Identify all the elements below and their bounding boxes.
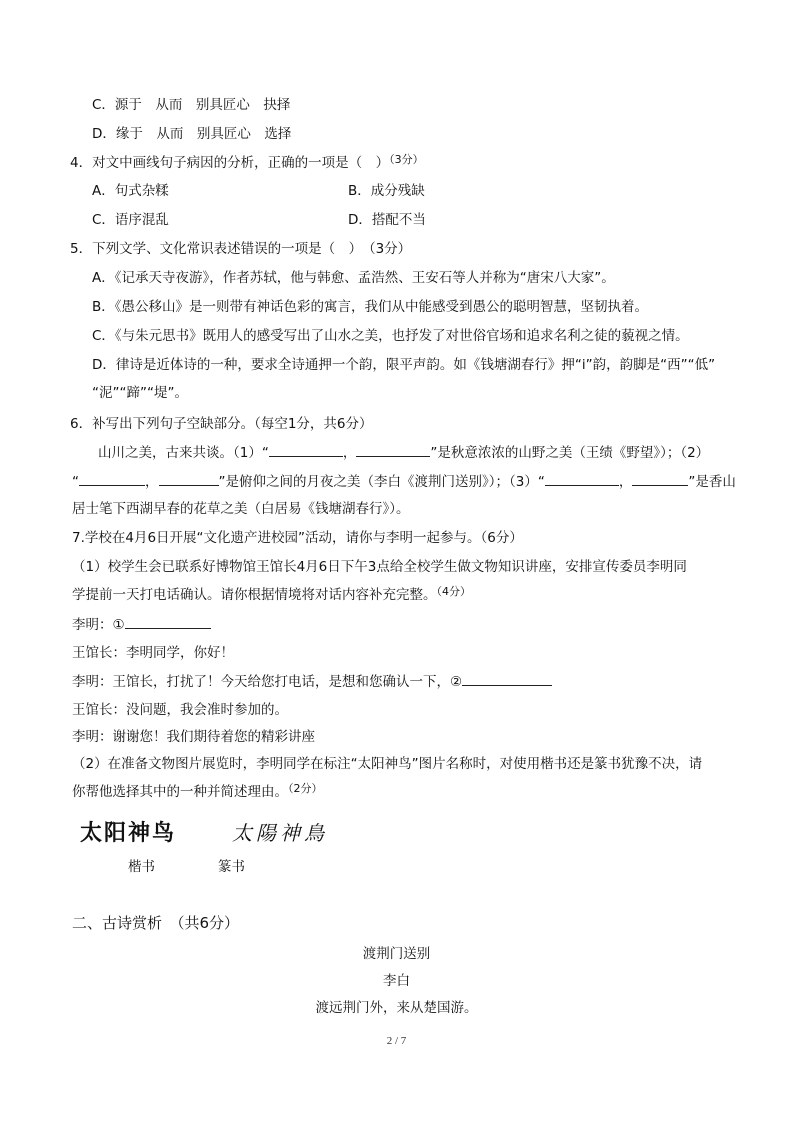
answer-blank[interactable] [269, 442, 343, 457]
q6-line3: 居士笔下西湖早春的花草之美（白居易《钱塘湖春行》）。 [72, 501, 410, 517]
poem-title: 渡荆门送别 [362, 946, 431, 962]
q3-option-c: C．源于 从而 别具匠心 抉择 [92, 97, 291, 113]
dialogue-text: 李明：王馆长，打扰了！今天给您打电话，是想和您确认一下，② [72, 674, 463, 690]
q4-stem-text: 4．对文中画线句子病因的分析，正确的一项是（ ） [70, 155, 390, 171]
answer-blank[interactable] [356, 442, 430, 457]
q6-line2 [72, 471, 736, 492]
q6-line2-part-d: ， [618, 474, 633, 490]
q7-part1-line2 [72, 585, 471, 606]
answer-blank[interactable] [125, 614, 211, 629]
q6-line2-part-e: ”是香山 [688, 474, 736, 490]
q7-part1-line1: （1）校学生会已联系好博物馆王馆长4月6日下午3点给全校学生做文物知识讲座，安排宣传委员李明同 [72, 559, 687, 575]
q7-stem: 7.学校在4月6日开展“文化遗产进校园”活动，请你与李明一起参与。（6分） [72, 530, 523, 546]
answer-blank[interactable] [159, 471, 219, 486]
q4-option-d: D．搭配不当 [348, 212, 426, 228]
q7-part2-line2-text: 你帮他选择其中的一种并简述理由。 [72, 784, 288, 800]
q5-stem: 5．下列文学、文化常识表述错误的一项是（ ） （3分） [70, 241, 412, 257]
poem-author: 李白 [383, 973, 410, 989]
q6-stem: 6．补写出下列句子空缺部分。（每空1分，共6分） [70, 416, 373, 432]
q4-option-a: A．句式杂糅 [92, 183, 169, 199]
kaishu-label: 楷书 [128, 859, 155, 875]
q5-option-d-line2: “泥”“蹄”“堤”。 [92, 385, 188, 401]
kaishu-sample: 太阳神鸟 [80, 820, 177, 846]
answer-blank[interactable] [79, 471, 145, 486]
q5-option-a: A．《记承天寺夜游》，作者苏轼，他与韩愈、孟浩然、王安石等人并称为“唐宋八大家”。 [92, 270, 615, 286]
q6-line2-part-a: “ [72, 474, 79, 490]
dialogue-line-3 [72, 671, 552, 692]
q7-part1-score: （4分） [436, 585, 471, 598]
q4-score: （3分） [389, 153, 424, 166]
dialogue-line-5: 李明：谢谢您！我们期待着您的精彩讲座 [72, 729, 315, 745]
q7-part1-line2-text: 学提前一天打电话确认。请你根据情境将对话内容补充完整。 [72, 587, 437, 603]
q5-option-d-line1: D．律诗是近体诗的一种，要求全诗通押一个韵，限平声韵。如《钱塘湖春行》押“i”韵，韵脚是“西”“低” [92, 357, 716, 373]
q4-stem [70, 153, 424, 174]
q4-option-c: C．语序混乱 [92, 212, 169, 228]
answer-blank[interactable] [462, 671, 552, 686]
q7-part2-line1: （2）在准备文物图片展览时，李明同学在标注“太阳神鸟”图片名称时，对使用楷书还是篆书犹豫不决，请 [72, 756, 703, 772]
page-number: 2 / 7 [386, 1035, 407, 1047]
dialogue-text: 李明：① [72, 617, 125, 633]
dialogue-line-2: 王馆长：李明同学，你好！ [72, 645, 234, 661]
q4-option-b: B．成分残缺 [348, 183, 425, 199]
q5-option-c: C．《与朱元思书》既用人的感受写出了山水之美，也抒发了对世俗官场和追求名利之徒的藐视之情。 [92, 328, 689, 344]
dialogue-line-4: 王馆长：没问题，我会准时参加的。 [72, 702, 288, 718]
q5-option-b: B．《愚公移山》是一则带有神话色彩的寓言，我们从中能感受到愚公的聪明智慧，坚韧执着。 [92, 299, 649, 315]
poem-line-1: 渡远荆门外，来从楚国游。 [315, 1000, 478, 1016]
q3-option-d: D．缘于 从而 别具匠心 选择 [92, 126, 292, 142]
zhuanshu-sample: 太陽神鳥 [232, 821, 328, 845]
zhuanshu-label: 篆书 [218, 859, 245, 875]
q6-line1-part-c: ”是秋意浓浓的山野之美（王绩《野望》）；（2） [430, 445, 710, 461]
answer-blank[interactable] [632, 471, 688, 486]
q6-line1-part-a: 山川之美，古来共谈。（1）“ [98, 445, 269, 461]
q6-line1-part-b: ， [342, 445, 357, 461]
q6-line2-part-b: ， [145, 474, 159, 490]
section-2-title: 二、古诗赏析 （共6分） [72, 914, 240, 932]
answer-blank[interactable] [545, 471, 619, 486]
q6-line2-part-c: ”是俯仰之间的月夜之美（李白《渡荆门送别》）；（3）“ [218, 474, 545, 490]
q6-line1 [98, 442, 709, 463]
q7-part2-line2 [72, 782, 323, 803]
dialogue-line-1 [72, 614, 211, 635]
q7-part2-score: （2分） [288, 782, 323, 795]
